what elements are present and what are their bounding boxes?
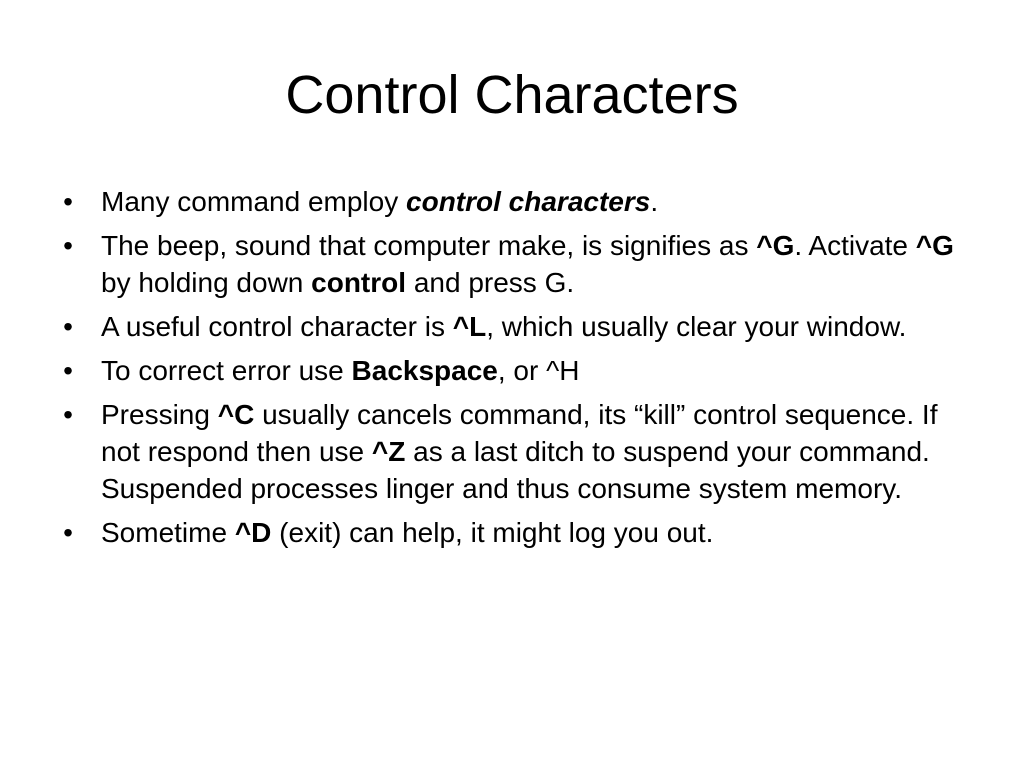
bullet-text: .: [650, 186, 659, 217]
bullet-text: (exit) can help, it might log you out.: [271, 517, 714, 548]
bullet-item: [58, 396, 978, 507]
bullet-item: [58, 308, 978, 345]
bullet-text: A useful control character is: [101, 311, 453, 342]
bullet-text: To correct error use: [101, 355, 352, 386]
bullet-text: , or ^H: [497, 355, 580, 386]
emphasis-text: control: [311, 267, 407, 298]
bullet-list: [58, 183, 978, 558]
bullet-text: Many command employ: [101, 186, 407, 217]
bullet-text: Sometime: [101, 517, 235, 548]
bullet-dot-icon: •: [63, 399, 73, 430]
bullet-item: [58, 514, 978, 551]
bullet-item: [58, 227, 978, 301]
emphasis-text: ^C: [217, 399, 255, 430]
emphasis-text: ^D: [234, 517, 272, 548]
bullet-item: [58, 352, 978, 389]
bullet-text: Pressing: [101, 399, 218, 430]
emphasis-text: ^G: [756, 230, 795, 261]
bullet-item: [58, 183, 978, 220]
bullet-text: . Activate: [794, 230, 916, 261]
bullet-text: and press G.: [406, 267, 575, 298]
bullet-text: , which usually clear your window.: [486, 311, 907, 342]
emphasis-text: Backspace: [351, 355, 498, 386]
bullet-dot-icon: •: [63, 311, 73, 342]
bullet-dot-icon: •: [63, 517, 73, 548]
bullet-text: as a last ditch to suspend your command. Suspended processes linger and thus consume system memory.: [101, 436, 930, 504]
emphasis-text: ^G: [915, 230, 954, 261]
bullet-text: usually cancels command, its “kill” control sequence. If not respond then use: [101, 399, 938, 467]
bullet-dot-icon: •: [63, 230, 73, 261]
emphasis-text: ^L: [452, 311, 487, 342]
bullet-text: by holding down: [101, 267, 312, 298]
emphasis-text: ^Z: [371, 436, 406, 467]
bullet-dot-icon: •: [63, 355, 73, 386]
bullet-text: The beep, sound that computer make, is signifies as: [101, 230, 757, 261]
bullet-dot-icon: •: [63, 186, 73, 217]
emphasis-text: control characters: [406, 186, 651, 217]
slide-title: Control Characters: [285, 65, 739, 125]
